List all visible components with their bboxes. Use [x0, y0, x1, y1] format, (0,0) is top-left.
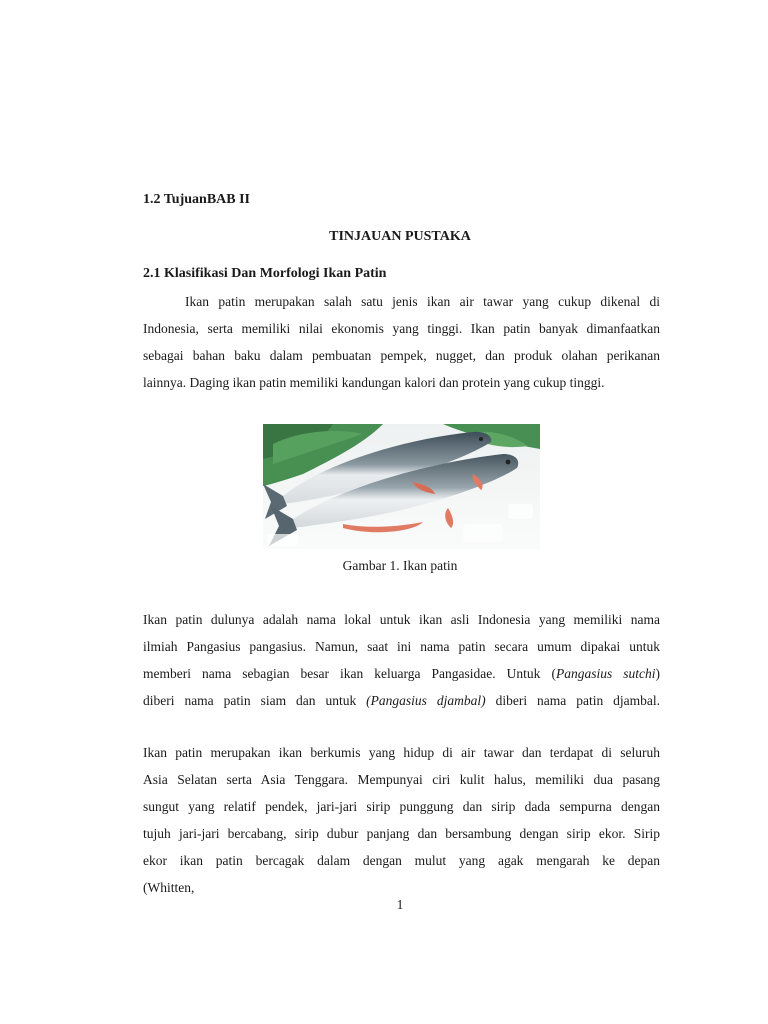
- species-name-italic: Pangasius sutchi: [555, 666, 656, 681]
- text-segment: memberi nama sebagian besar ikan keluarga Pangasidae. Untuk (: [143, 666, 556, 681]
- paragraph-line: tujuh jari-jari bercabang, sirip dubur panjang dan bersambung dengan sirip ekor. Sirip: [143, 826, 660, 841]
- ikan-patin-illustration: [263, 424, 540, 549]
- paragraph-line: lainnya. Daging ikan patin memiliki kandungan kalori dan protein yang cukup tinggi.: [143, 375, 605, 390]
- paragraph-nomenclature: [143, 606, 660, 714]
- section-heading-klasifikasi: 2.1 Klasifikasi Dan Morfologi Ikan Patin: [143, 266, 387, 281]
- fish-photo: [263, 424, 540, 549]
- paragraph-line: ekor ikan patin bercagak dalam dengan mulut yang agak mengarah ke depan: [143, 853, 660, 868]
- paragraph-line: Ikan patin merupakan salah satu jenis ikan air tawar yang cukup dikenal di: [185, 294, 660, 309]
- figure-caption: Gambar 1. Ikan patin: [342, 558, 458, 573]
- paragraph-line: Ikan patin merupakan ikan berkumis yang hidup di air tawar dan terdapat di seluruh: [143, 745, 660, 760]
- paragraph-line: [143, 687, 660, 714]
- chapter-title: TINJAUAN PUSTAKA: [329, 229, 471, 244]
- paragraph-line: Asia Selatan serta Asia Tenggara. Mempunyai ciri kulit halus, memiliki dua pasang: [143, 772, 660, 787]
- paragraph-line: (Whitten,: [143, 880, 195, 895]
- paragraph-intro: [143, 288, 660, 396]
- paragraph-line: Indonesia, serta memiliki nilai ekonomis yang tinggi. Ikan patin banyak dimanfaatkan: [143, 321, 660, 336]
- page-number: 1: [396, 897, 404, 912]
- paragraph-line: sebagai bahan baku dalam pembuatan pempek, nugget, dan produk olahan perikanan: [143, 348, 660, 363]
- text-segment: diberi nama patin djambal.: [485, 693, 661, 708]
- paragraph-line: [143, 660, 660, 687]
- text-segment: ): [655, 666, 660, 681]
- paragraph-line: ilmiah Pangasius pangasius. Namun, saat ini nama patin secara umum dipakai untuk: [143, 639, 660, 654]
- paragraph-line: sungut yang relatif pendek, jari-jari sirip punggung dan sirip dada sempurna dengan: [143, 799, 660, 814]
- section-heading-tujuan: 1.2 TujuanBAB II: [143, 192, 251, 207]
- species-name-italic: (Pangasius djambal): [366, 693, 486, 708]
- paragraph-morphology: [143, 739, 660, 901]
- text-segment: diberi nama patin siam dan untuk: [143, 693, 367, 708]
- paragraph-line: Ikan patin dulunya adalah nama lokal untuk ikan asli Indonesia yang memiliki nama: [143, 612, 660, 627]
